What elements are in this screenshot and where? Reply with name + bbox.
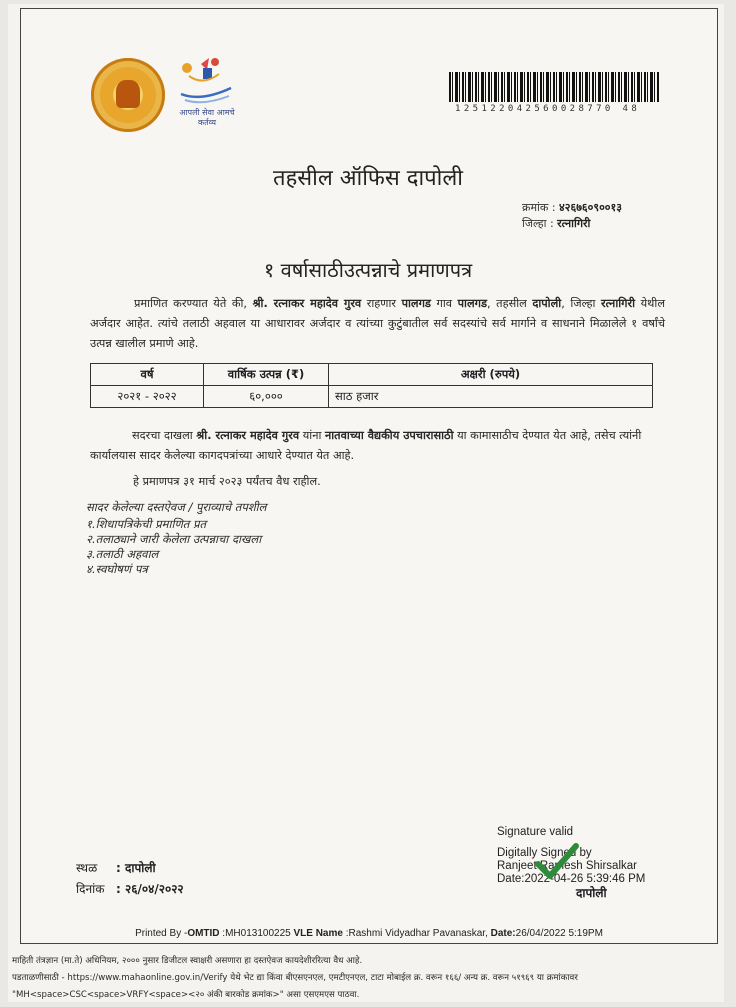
- income-table: [90, 363, 653, 408]
- printed-by-line: [22, 928, 716, 939]
- purpose: नातवाच्या वैद्यकीय उपचारासाठी: [324, 429, 454, 442]
- certification-paragraph: [90, 294, 665, 354]
- maharashtra-seal-icon: [91, 58, 165, 132]
- signer-name: Ranjeet Ramesh Shirsalkar: [497, 860, 637, 872]
- purpose-paragraph: [90, 426, 650, 466]
- text: या कामासाठीच देण्यात येत आहे, तसेच त्यांनी कार्यालयास सादर केलेल्या कागदपत्रांच्या आधारे देण्यात येत आहे.: [90, 429, 642, 462]
- taluka: दापोली: [532, 297, 562, 310]
- table-row: [91, 386, 653, 408]
- header-income: वार्षिक उत्पन्न (₹): [204, 364, 329, 386]
- place-label: स्थळ: [76, 861, 98, 875]
- applicant-name: श्री. रत्नाकर महादेव गुरव: [252, 297, 362, 310]
- cell-income: ६०,०००: [204, 386, 329, 408]
- omtid: :MH013100225: [219, 928, 294, 939]
- barcode: [449, 72, 659, 102]
- signature-valid: Signature valid: [497, 826, 574, 838]
- ref-district-label: जिल्हा :: [522, 217, 554, 230]
- text: यांना: [299, 429, 325, 442]
- footer-line: पडताळणीसाठी - https://www.mahaonline.gov.in/Verify येथे भेट द्या किंवा बीएसएनएल, एमटीएनएल, टाटा मोबाईल क्र. वरून १६६/ अन्य क्र. वरून ५१९६९ या क्रमांकावर: [12, 973, 578, 983]
- logo-caption: आपली सेवा आमचे कर्तव्य: [179, 108, 235, 127]
- header-words: अक्षरी (रुपये): [329, 364, 653, 386]
- date-value: २६/०४/२०२२: [124, 882, 184, 896]
- barcode-number: 125122042560028770 48: [455, 104, 641, 114]
- text: Printed By -: [135, 928, 188, 939]
- date-label: दिनांक: [76, 882, 105, 896]
- certificate-title: १ वर्षासाठीउत्पन्नाचे प्रमाणपत्र: [263, 258, 473, 282]
- village: पालगड: [401, 297, 431, 310]
- check-icon: [534, 842, 580, 882]
- omtid-label: OMTID: [187, 928, 220, 939]
- ref-number: ४२६७६०९००१३: [559, 201, 622, 214]
- village: पालगड: [457, 297, 488, 310]
- header-year: वर्ष: [91, 364, 204, 386]
- ref-number-label: क्रमांक :: [522, 201, 556, 214]
- text: , तहसील: [487, 297, 533, 310]
- signature-place: दापोली: [576, 886, 607, 900]
- applicant-name: श्री. रत्नाकर महादेव गुरव: [196, 429, 300, 442]
- signed-by: Digitally Signed by: [497, 847, 592, 859]
- documents-list: [86, 500, 266, 577]
- ref-district: रत्नागिरी: [557, 217, 591, 230]
- aaple-sarkar-logo-icon: [175, 54, 239, 134]
- list-item: ३.तलाठी अहवाल: [86, 547, 159, 561]
- district: रत्नागिरी: [600, 297, 636, 310]
- office-title: तहसील ऑफिस दापोली: [273, 166, 463, 191]
- printed-date: 26/04/2022 5:19PM: [515, 928, 603, 939]
- reference-block: [522, 200, 622, 232]
- footer-line: माहिती तंत्रज्ञान (मा.ते) अधिनियम, २००० नुसार डिजीटल स्वाक्षरी असणारा हा दस्तऐवज कायदेशीररित्या वैध आहे.: [12, 956, 363, 966]
- place-date-block: स्थळ : दापोली दिनांक : २६/०४/२०२२: [76, 858, 184, 900]
- cell-year: २०२१ - २०२२: [91, 386, 204, 408]
- place-value: दापोली: [124, 861, 156, 875]
- vle-label: VLE Name: [293, 928, 343, 939]
- cell-words: साठ हजार: [329, 386, 653, 408]
- text: प्रमाणित करण्यात येते की,: [134, 297, 253, 310]
- verification-footer: [12, 953, 718, 1004]
- text: सदरचा दाखला: [132, 429, 197, 442]
- validity-line: हे प्रमाणपत्र ३१ मार्च २०२३ पर्यंतच वैध राहील.: [133, 475, 321, 488]
- table-header-row: [91, 364, 653, 386]
- list-item: २.तलाठ्याने जारी केलेला उत्पन्नाचा दाखला: [86, 532, 262, 546]
- documents-heading: सादर केलेल्या दस्तऐवज / पुराव्याचे तपशील: [86, 500, 267, 514]
- certificate-border: [20, 8, 718, 944]
- vle-name: :Rashmi Vidyadhar Pavanaskar,: [342, 928, 491, 939]
- text: येथील अर्जदार आहेत. त्यांचे तलाठी अहवाल या आधारावर अर्जदार व त्यांच्या कुटुंबातील सर्व सदस्यांचे सर्व मार्गाने व साधनाने मिळालेले १ वर्षांचे उत्पन्न खालील प्रमाणे आहे.: [90, 297, 665, 350]
- text: गाव: [430, 297, 458, 310]
- text: राहणार: [361, 297, 402, 310]
- list-item: ४.स्वघोषणं पत्र: [86, 562, 148, 576]
- signed-date: Date:2022-04-26 5:39:46 PM: [497, 873, 646, 885]
- date-label: Date:: [490, 928, 516, 939]
- footer-line: "MH<space>CSC<space>VRFY<space><२० अंकी बारकोड क्रमांक>" असा एसएमएस पाठवा.: [12, 990, 360, 1000]
- list-item: १.शिधापत्रिकेची प्रमाणित प्रत: [86, 517, 207, 531]
- text: , जिल्हा: [561, 297, 601, 310]
